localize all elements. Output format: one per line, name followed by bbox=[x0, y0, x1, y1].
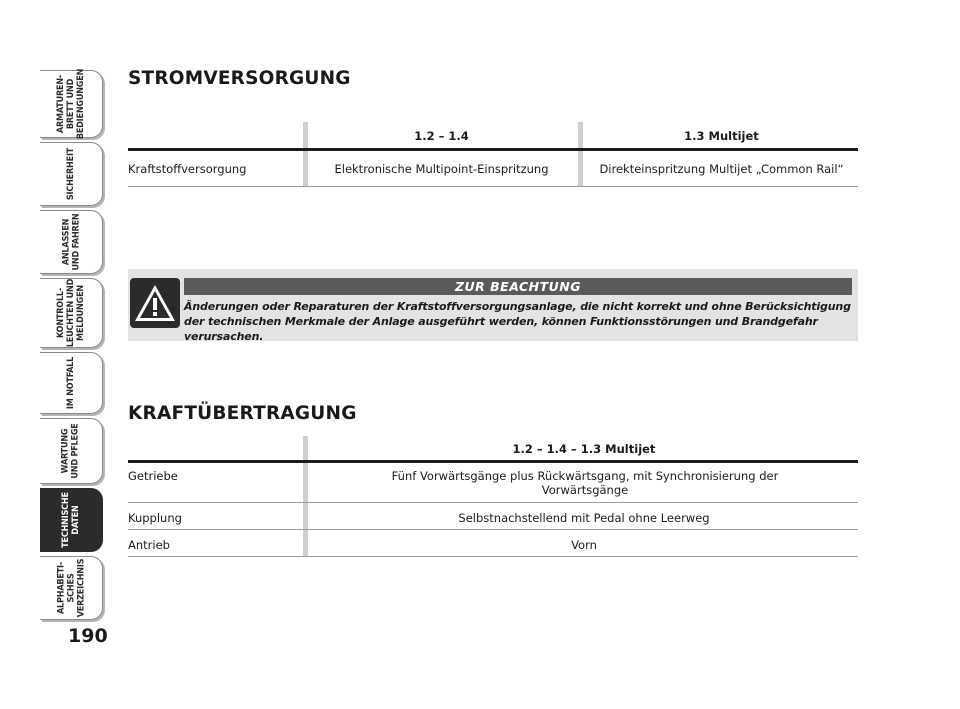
tab-label: ALPHABETI- SCHES VERZEICHNIS bbox=[56, 558, 86, 618]
tab-wartung[interactable] bbox=[40, 418, 103, 484]
row-label: Antrieb bbox=[128, 538, 170, 552]
cell-value: Elektronische Multipoint-Einspritzung bbox=[334, 162, 549, 176]
transmission-table bbox=[128, 436, 858, 560]
cell-value: Direkteinspritzung Multijet „Common Rail“ bbox=[599, 162, 844, 176]
column-header: 1.2 – 1.4 – 1.3 Multijet bbox=[512, 442, 656, 456]
cell-value: Fünf Vorwärtsgänge plus Rückwärtsgang, mit Synchronisierung der Vorwärtsgänge bbox=[391, 469, 779, 497]
page-number: 190 bbox=[68, 625, 108, 647]
tab-kontrollleuchten[interactable] bbox=[40, 278, 103, 348]
warning-triangle-icon bbox=[130, 278, 180, 328]
column-divider bbox=[303, 122, 308, 187]
warning-box bbox=[128, 269, 858, 341]
header-rule bbox=[128, 148, 858, 151]
row-rule bbox=[128, 186, 858, 187]
tab-label: WARTUNG UND PFLEGE bbox=[60, 423, 81, 479]
tab-verzeichnis[interactable] bbox=[40, 556, 103, 620]
tab-label: IM NOTFALL bbox=[66, 356, 76, 410]
tab-label: KONTROLL- LEUCHTEN UND MELDUNGEN bbox=[56, 278, 86, 348]
row-rule bbox=[128, 529, 858, 530]
tab-label: SICHERHEIT bbox=[65, 147, 76, 201]
cell-value: Selbstnachstellend mit Pedal ohne Leerweg bbox=[458, 511, 710, 525]
row-rule bbox=[128, 556, 858, 557]
tab-sicherheit[interactable] bbox=[40, 142, 103, 206]
tab-label: ANLASSEN UND FAHREN bbox=[60, 213, 81, 271]
column-divider bbox=[578, 122, 583, 187]
tab-label: TECHNISCHE DATEN bbox=[61, 492, 81, 548]
tab-technische-daten[interactable] bbox=[40, 488, 103, 552]
section-title-stromversorgung: STROMVERSORGUNG bbox=[128, 68, 351, 89]
tab-label: ARMATUREN- BRETT UND BEDIENGUNGEN bbox=[56, 68, 87, 140]
row-rule bbox=[128, 502, 858, 503]
fuel-table bbox=[128, 122, 858, 192]
header-rule bbox=[128, 460, 858, 463]
section-title-kraftuebertragung: KRAFTÜBERTRAGUNG bbox=[128, 403, 357, 424]
warning-title: ZUR BEACHTUNG bbox=[184, 278, 852, 295]
row-label: Kraftstoffversorgung bbox=[128, 162, 247, 176]
row-label: Kupplung bbox=[128, 511, 182, 525]
tab-im-notfall[interactable] bbox=[40, 352, 103, 414]
column-divider bbox=[303, 436, 308, 556]
tab-armaturenbrett[interactable] bbox=[40, 70, 103, 138]
warning-text: Änderungen oder Reparaturen der Kraftstoffversorgungsanlage, die nicht korrekt und ohne Berücksichtigung der technischen Merkmale der Anlage ausgeführt werden, können Funktionsstörungen und Brandgefahr verursachen. bbox=[184, 300, 851, 343]
tab-anlassen[interactable] bbox=[40, 210, 103, 274]
cell-value: Vorn bbox=[571, 538, 597, 552]
column-header: 1.3 Multijet bbox=[684, 129, 759, 143]
row-label: Getriebe bbox=[128, 469, 178, 483]
column-header: 1.2 – 1.4 bbox=[414, 129, 469, 143]
